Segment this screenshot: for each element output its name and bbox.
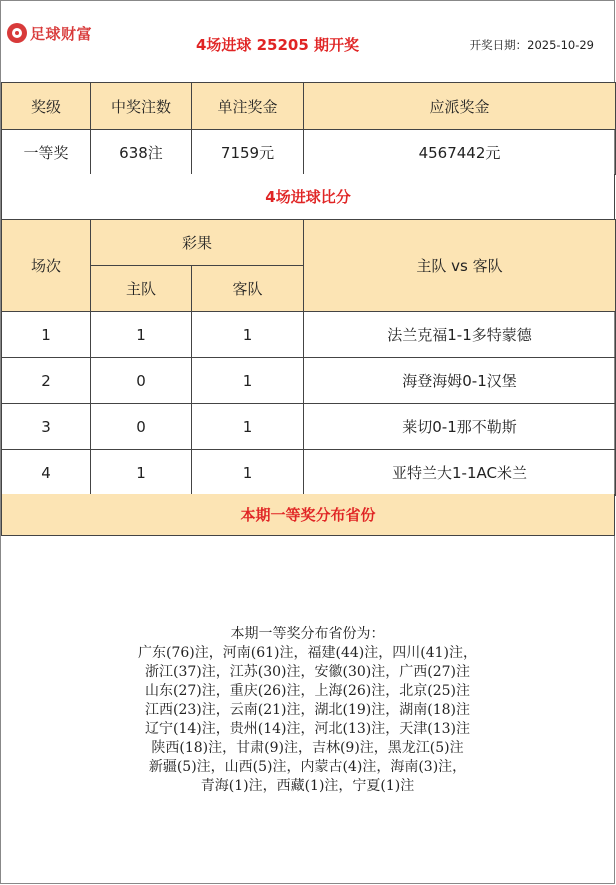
distribution-line: 陕西(18)注，甘肃(9)注，吉林(9)注，黑龙江(5)注 — [151, 740, 464, 756]
round-number: 1 — [2, 312, 91, 358]
table-row — [2, 450, 616, 496]
away-goals: 1 — [192, 358, 304, 404]
column-header-home: 主队 — [91, 266, 192, 312]
round-number: 4 — [2, 450, 91, 496]
distribution-line: 浙江(37)注，江苏(30)注，安徽(30)注，广西(27)注 — [145, 664, 470, 680]
page-title: 4场进球 25205 期开奖 — [195, 36, 360, 54]
score-table-header — [2, 220, 616, 266]
column-header-away: 客队 — [192, 266, 304, 312]
unit-prize: 7159元 — [192, 130, 304, 175]
home-goals: 1 — [91, 312, 192, 358]
score-table — [1, 219, 616, 496]
match-result: 海登海姆0-1汉堡 — [304, 358, 616, 404]
match-result: 莱切0-1那不勒斯 — [304, 404, 616, 450]
score-section-title: 4场进球比分 — [1, 174, 615, 220]
distribution-line: 山东(27)注，重庆(26)注，上海(26)注，北京(25)注 — [145, 683, 470, 699]
winner-count: 638注 — [91, 130, 192, 175]
match-result: 法兰克福1-1多特蒙德 — [304, 312, 616, 358]
column-header-result: 彩果 — [91, 220, 304, 266]
distribution-line: 本期一等奖分布省份为： — [230, 626, 385, 642]
distribution-text — [1, 625, 614, 796]
table-row — [2, 130, 616, 175]
table-row — [2, 358, 616, 404]
column-header-round: 场次 — [2, 220, 91, 312]
home-goals: 0 — [91, 358, 192, 404]
prize-table — [1, 82, 616, 175]
away-goals: 1 — [192, 450, 304, 496]
column-header: 奖级 — [2, 83, 91, 130]
match-result: 亚特兰大1-1AC米兰 — [304, 450, 616, 496]
away-goals: 1 — [192, 404, 304, 450]
distribution-line: 青海(1)注，西藏(1)注，宁夏(1)注 — [200, 778, 415, 794]
distribution-line: 广东(76)注，河南(61)注，福建(44)注，四川(41)注， — [138, 645, 477, 661]
distribution-line: 新疆(5)注，山西(5)注，内蒙古(4)注，海南(3)注， — [148, 759, 467, 775]
table-row — [2, 404, 616, 450]
column-header-match: 主队 vs 客队 — [304, 220, 616, 312]
column-header: 单注奖金 — [192, 83, 304, 130]
draw-date: 开奖日期：2025-10-29 — [469, 38, 594, 52]
header — [1, 1, 614, 83]
distribution-line: 辽宁(14)注，贵州(14)注，河北(13)注，天津(13)注 — [145, 721, 470, 737]
distribution-line: 江西(23)注，云南(21)注，湖北(19)注，湖南(18)注 — [145, 702, 470, 718]
away-goals: 1 — [192, 312, 304, 358]
prize-table-header — [2, 83, 616, 130]
table-row — [2, 312, 616, 358]
round-number: 2 — [2, 358, 91, 404]
home-goals: 1 — [91, 450, 192, 496]
column-header: 中奖注数 — [91, 83, 192, 130]
column-header: 应派奖金 — [304, 83, 616, 130]
round-number: 3 — [2, 404, 91, 450]
distribution-section-title: 本期一等奖分布省份 — [1, 494, 615, 536]
distribution-panel — [1, 536, 614, 884]
logo-text: 足球财富 — [30, 24, 93, 43]
home-goals: 0 — [91, 404, 192, 450]
prize-level: 一等奖 — [2, 130, 91, 175]
total-prize: 4567442元 — [304, 130, 616, 175]
